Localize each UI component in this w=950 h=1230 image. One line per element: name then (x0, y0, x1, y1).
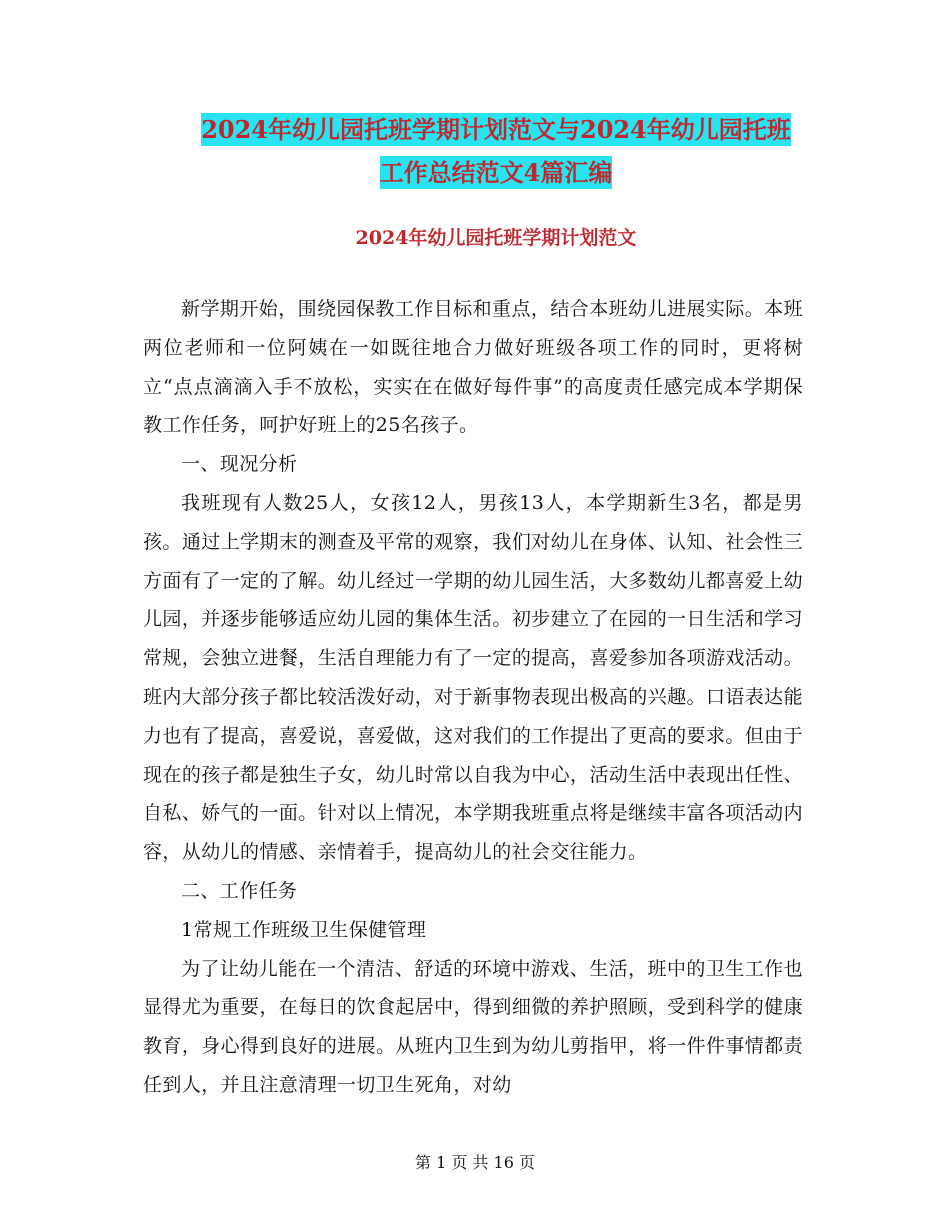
document-title-line-1 (140, 115, 852, 145)
heading-work-tasks: 二、工作任务 (181, 879, 298, 902)
heading-situation-analysis: 一、现况分析 (181, 453, 298, 476)
document-title-line-1-text: 2024年幼儿园托班学期计划范文与2024年幼儿园托班 (201, 115, 791, 144)
paragraph-situation-analysis: 我班现有人数25人，女孩12人，男孩13人，本学期新生3名，都是男孩。通过上学期末的测查及平常的观察，我们对幼儿在身体、认知、社会性三方面有了一定的了解。幼儿经过一学期的幼儿园生活，大多数幼儿都喜爱上幼儿园，并逐步能够适应幼儿园的集体生活。初步建立了在园的一日生活和学习常规，会独立进餐，生活自理能力有了一定的提高，喜爱参加各项游戏活动。班内大部分孩子都比较活泼好动，对于新事物表现出极高的兴趣。口语表达能力也有了提高，喜爱说，喜爱做，这对我们的工作提出了更高的要求。但由于现在的孩子都是独生子女，幼儿时常以自我为中心，活动生活中表现出任性、自私、娇气的一面。针对以上情况，本学期我班重点将是继续丰富各项活动内容，从幼儿的情感、亲情着手，提高幼儿的社会交往能力。 (143, 491, 803, 864)
subheading-routine-work: 1常规工作班级卫生保健管理 (181, 918, 427, 941)
paragraph-intro: 新学期开始，围绕园保教工作目标和重点，结合本班幼儿进展实际。本班两位老师和一位阿姨在一如既往地合力做好班级各项工作的同时，更将树立“点点滴滴入手不放松，实实在在做好每件事”的高度责任感完成本学期保教工作任务，呵护好班上的25名孩子。 (143, 298, 803, 437)
section-title: 2024年幼儿园托班学期计划范文 (355, 227, 637, 249)
paragraph-hygiene: 为了让幼儿能在一个清洁、舒适的环境中游戏、生活，班中的卫生工作也显得尤为重要，在每日的饮食起居中，得到细微的养护照顾，受到科学的健康教育，身心得到良好的进展。从班内卫生到为幼儿剪指甲，将一件件事情都责任到人，并且注意清理一切卫生死角，对幼 (143, 957, 803, 1096)
document-body (143, 290, 803, 1105)
document-title-line-2 (140, 158, 852, 188)
document-title-line-2-text: 工作总结范文4篇汇编 (379, 158, 613, 187)
page-number-footer: 第 1 页 共 16 页 (415, 1153, 535, 1172)
